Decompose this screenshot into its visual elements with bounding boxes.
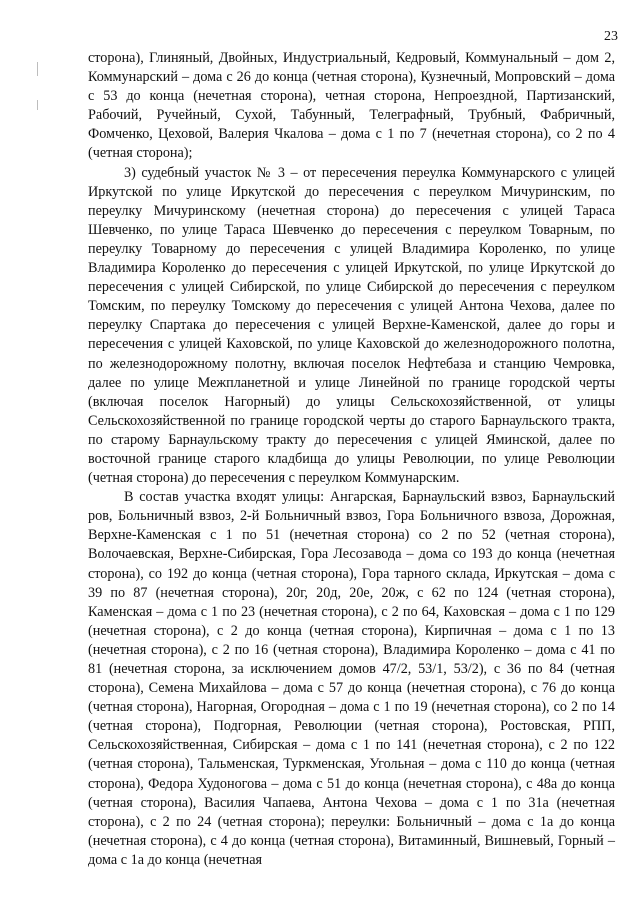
paragraph-court-district-3: 3) судебный участок № 3 – от пересечения переулка Коммунарского с улицей Иркутской по улице Иркутской до пересечения с переулком Мичуринским, по переулку Мичуринскому (нечетная сторона) до пересечения с улицей Тараса Шевченко, по улице Тараса Шевченко до пересечения с переулком Товарным, по переулку Товарному до пересечения с улицей Владимира Короленко, по улице Владимира Короленко до пересечения с улицей Иркутской, по улице Иркутской до пересечения с улицей Сибирской, по улице Сибирской до пересечения с переулком Томским, по переулку Томскому до пересечения с улицей Антона Чехова, далее по переулку Спартака до пересечения с улицей Верхне-Каменской, далее до горы и пересечения с улицей Каховской, по улице Каховской до железнодорожного полотна, по железнодорожному полотну, включая поселок Нефтебаза и станцию Чемровка, далее по улице Межпланетной и улице Линейной по границе городской черты (включая поселок Нагорный) до улицы Сельскохозяйственной, от улицы Сельскохозяйственной по границе городской черты до старого Барнаульского тракта, по старому Барнаульскому тракту до пересечения с улицей Яминской, далее по восточной границе старого кладбища до улицы Революции, по улице Революции (четная сторона) до пересечения с переулком Коммунарским.	[88, 164, 615, 487]
document-body	[88, 49, 615, 870]
margin-mark	[37, 100, 38, 110]
paragraph-continuation: сторона), Глиняный, Двойных, Индустриальный, Кедровый, Коммунальный – дом 2, Коммунарский – дома с 26 до конца (четная сторона), Кузнечный, Мопровский – дома с 53 до конца (нечетная сторона), четная сторона, Непроездной, Партизанский, Рабочий, Ручейный, Сухой, Табунный, Телеграфный, Трубный, Фабричный, Фомченко, Цеховой, Валерия Чкалова – дома с 1 по 7 (нечетная сторона), со 2 по 4 (четная сторона);	[88, 50, 615, 162]
paragraph-streets-list: В состав участка входят улицы: Ангарская, Барнаульский взвоз, Барнаульский ров, Больничный взвоз, 2-й Больничный взвоз, Гора Больничного взвоза, Дорожная, Верхне-Каменская с 1 по 51 (нечетная сторона) со 2 по 52 (четная сторона), Волочаевская, Верхне-Сибирская, Гора Лесозавода – дома со 193 до конца (нечетная сторона), со 192 до конца (четная сторона), Гора тарного склада, Иркутская – дома с 39 по 87 (нечетная сторона), 20г, 20д, 20е, 20ж, с 62 по 124 (четная сторона), Каменская – дома с 1 по 23 (нечетная сторона), с 2 по 64, Каховская – дома с 1 по 129 (нечетная сторона), с 2 до конца (четная сторона), Кирпичная – дома с 1 по 13 (нечетная сторона), с 2 по 16 (четная сторона), Владимира Короленко – дома с 41 по 81 (нечетная сторона, за исключением домов 47/2, 53/1, 53/2), с 36 по 84 (четная сторона), Семена Михайлова – дома с 57 до конца (нечетная сторона), с 76 до конца (четная сторона), Нагорная, Огородная – дома с 1 по 19 (нечетная сторона), со 2 по 14 (четная сторона), Подгорная, Революции (четная сторона), Ростовская, РПП, Сельскохозяйственная, Сибирская – дома с 1 по 141 (нечетная сторона), с 2 по 122 (четная сторона), Тальменская, Туркменская, Угольная – дома с 110 до конца (четная сторона), Федора Худоногова – дома с 51 до конца (нечетная сторона), с 48а до конца (четная сторона), Василия Чапаева, Антона Чехова – дома с 1 по 31а (нечетная сторона), с 2 по 24 (четная сторона); переулки: Больничный – дома с 1а до конца (нечетная сторона), с 4 до конца (четная сторона), Витаминный, Вишневый, Горный – дома с 1а до конца (нечетная	[88, 489, 615, 868]
page-number: 23	[604, 29, 618, 44]
margin-mark	[37, 62, 38, 76]
